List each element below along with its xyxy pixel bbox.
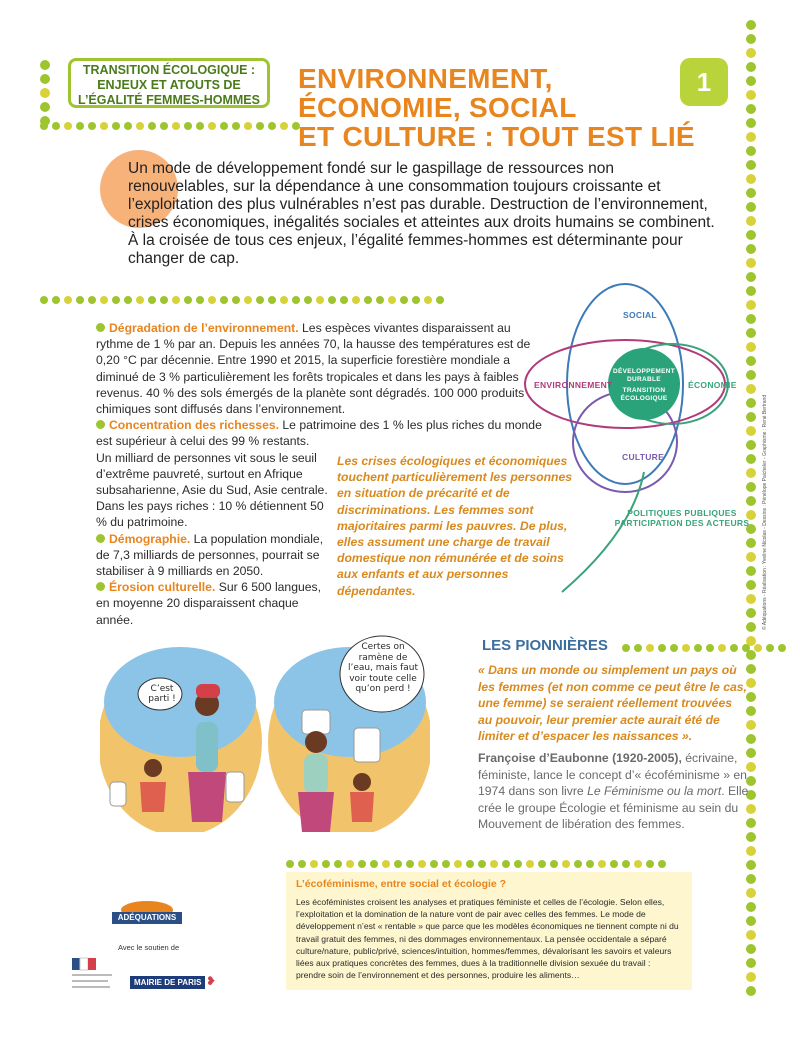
- woman2-skirt: [298, 792, 334, 832]
- dot-decoration: [280, 296, 288, 304]
- dot-decoration: [40, 88, 50, 98]
- dot-decoration: [706, 644, 714, 652]
- tag-line: L’ÉGALITÉ FEMMES-HOMMES: [78, 93, 260, 107]
- dot-decoration: [746, 902, 756, 912]
- dot-decoration: [220, 122, 228, 130]
- dot-decoration: [598, 860, 606, 868]
- credits-vertical: [762, 380, 772, 630]
- bottom-line: PARTICIPATION DES ACTEURS: [614, 518, 750, 528]
- mairie-de-paris-logo: MAIRIE DE PARIS: [130, 976, 205, 989]
- dot-decoration: [388, 296, 396, 304]
- dot-decoration: [100, 122, 108, 130]
- fact-head: Dégradation de l’environnement.: [109, 321, 299, 335]
- dot-decoration: [742, 644, 750, 652]
- dot-decoration: [754, 644, 762, 652]
- label-culture: CULTURE: [622, 452, 665, 462]
- facts-dots-decoration: [40, 296, 448, 308]
- dot-decoration: [746, 916, 756, 926]
- dot-decoration: [268, 296, 276, 304]
- title-line: ET CULTURE : TOUT EST LIÉ: [298, 121, 695, 152]
- dot-decoration: [430, 860, 438, 868]
- dot-decoration: [424, 296, 432, 304]
- dot-decoration: [64, 122, 72, 130]
- woman-headwrap: [196, 684, 220, 698]
- dot-decoration: [718, 644, 726, 652]
- dot-decoration: [370, 860, 378, 868]
- fact-item: [96, 320, 546, 417]
- dot-decoration: [40, 102, 50, 112]
- dot-decoration: [52, 296, 60, 304]
- dot-decoration: [746, 832, 756, 842]
- title-line: ÉCONOMIE, SOCIAL: [298, 92, 577, 123]
- fact-item: [96, 531, 336, 580]
- dot-decoration: [746, 944, 756, 954]
- center-label: [610, 368, 678, 403]
- pioneer-name: Françoise d’Eaubonne (1920-2005),: [478, 751, 682, 765]
- dot-decoration: [538, 860, 546, 868]
- dot-decoration: [196, 296, 204, 304]
- dot-decoration: [746, 874, 756, 884]
- dot-decoration: [244, 122, 252, 130]
- dot-decoration: [574, 860, 582, 868]
- fact-text: Un milliard de personnes vit sous le seuil d’extrême pauvreté, surtout en Afrique subsaharienne, Asie du Sud, Asie centrale. Dans les pays riches : 10 % détiennent 50 % du patrimoine.: [96, 450, 328, 530]
- dot-decoration: [646, 644, 654, 652]
- dot-decoration: [124, 122, 132, 130]
- dot-decoration: [746, 972, 756, 982]
- center-line: DÉVELOPPEMENT: [612, 368, 676, 375]
- section-tag: [68, 58, 270, 108]
- dot-decoration: [418, 860, 426, 868]
- dot-decoration: [100, 296, 108, 304]
- dot-decoration: [184, 296, 192, 304]
- dot-decoration: [256, 122, 264, 130]
- dot-decoration: [622, 860, 630, 868]
- book-title: Le Féminisme ou la mort: [587, 784, 722, 799]
- dot-decoration: [268, 122, 276, 130]
- dot-decoration: [694, 644, 702, 652]
- credits-text: © Adéquations - Réalisation : Yveline Nicolas - Dessins : Pénélope Paicheler - Graphisme : René Bertrand: [762, 394, 768, 630]
- dot-decoration: [746, 76, 756, 86]
- dot-decoration: [746, 90, 756, 100]
- bubble-right-text: Certes on ramène de l’eau, mais faut voir toute celle qu’on perd !: [347, 642, 419, 694]
- box-title: L’écoféminisme, entre social et écologie ?: [296, 878, 507, 890]
- dot-decoration: [334, 860, 342, 868]
- dot-decoration: [670, 644, 678, 652]
- dot-decoration: [394, 860, 402, 868]
- bullet-icon: [96, 323, 105, 332]
- dot-decoration: [310, 860, 318, 868]
- dot-decoration: [328, 296, 336, 304]
- dot-decoration: [364, 296, 372, 304]
- dot-decoration: [442, 860, 450, 868]
- dot-decoration: [124, 296, 132, 304]
- dot-decoration: [746, 958, 756, 968]
- dot-decoration: [292, 296, 300, 304]
- water-can: [226, 772, 244, 802]
- dot-decoration: [622, 644, 630, 652]
- ministry-logo: [68, 956, 128, 1004]
- dot-decoration: [40, 116, 50, 126]
- girl-head: [144, 759, 162, 777]
- diagram-svg: [522, 272, 762, 602]
- dot-decoration: [172, 122, 180, 130]
- girl2-dress: [350, 792, 374, 822]
- dot-decoration: [526, 860, 534, 868]
- dot-decoration: [412, 296, 420, 304]
- water-can-2: [354, 728, 380, 762]
- dot-decoration: [208, 122, 216, 130]
- box-text: Les écoféministes croisent les analyses et pratiques féministe et celles de l’écologie. Selon elles, l’exploitation et la domination de la nature vont de pair avec celles des femmes. Le mode de développement n’est « rentable » que parce que les modèles économiques ne tiennent compte ni du travail gratuit des femmes, ni des dommages environnementaux. La pensée occidentale a séparé culture/nature, public/privé, sciences/intuition, hommes/femmes, dévalorisant les savoirs et valeurs liées aux pratiques concrètes des femmes, dues à la traditionnelle division sexuée du travail : prendre soin de l’environnement et des personnes, produire les aliments…: [296, 897, 679, 981]
- dot-decoration: [586, 860, 594, 868]
- sustainability-diagram: [522, 272, 762, 602]
- dot-decoration: [184, 122, 192, 130]
- dot-decoration: [658, 644, 666, 652]
- woman2-top: [304, 754, 328, 794]
- bullet-icon: [96, 420, 105, 429]
- dot-decoration: [746, 986, 756, 996]
- fact-text: Les espèces vivantes disparaissent au rythme de 1 % par an. Depuis les années 70, la hausse des températures est de 0,20 °C par décennie. Entre 1990 et 2015, la superficie forestière mondiale a diminué de 3 % particulièrement les forêts tropicales et dans les pays à faibles revenus. 40 % des sols émergés de la planète sont dégradés. 100 000 produits chimiques sont diffusés dans l’environnement.: [96, 321, 531, 417]
- dot-decoration: [610, 860, 618, 868]
- dot-decoration: [502, 860, 510, 868]
- adequations-logo: [108, 898, 186, 932]
- woman-top: [196, 722, 218, 772]
- woman-skirt: [188, 772, 226, 822]
- woman2-head: [305, 731, 327, 753]
- dot-decoration: [400, 296, 408, 304]
- logo-text: ADÉQUATIONS: [117, 913, 177, 922]
- dot-decoration: [148, 296, 156, 304]
- dot-decoration: [746, 930, 756, 940]
- dot-decoration: [76, 296, 84, 304]
- center-line: DURABLE: [627, 376, 661, 383]
- label-social: SOCIAL: [623, 310, 657, 320]
- dot-decoration: [746, 62, 756, 72]
- label-environnement: ENVIRONNEMENT: [534, 380, 613, 390]
- dot-decoration: [304, 296, 312, 304]
- dot-decoration: [352, 296, 360, 304]
- dot-decoration: [746, 888, 756, 898]
- pioneers-bio: [478, 750, 753, 833]
- dot-decoration: [746, 216, 756, 226]
- dot-decoration: [514, 860, 522, 868]
- dot-decoration: [746, 34, 756, 44]
- dot-decoration: [406, 860, 414, 868]
- heart-icon: ❥: [206, 974, 217, 988]
- dot-decoration: [298, 860, 306, 868]
- center-line: TRANSITION: [622, 387, 666, 394]
- dot-decoration: [746, 608, 756, 618]
- dot-decoration: [766, 644, 774, 652]
- dot-decoration: [358, 860, 366, 868]
- dot-decoration: [208, 296, 216, 304]
- pioneers-title: LES PIONNIÈRES: [482, 637, 608, 654]
- dot-decoration: [646, 860, 654, 868]
- bio-text: . Elle crée le groupe Écologie et féminisme au sein du Mouvement de libération des femmes.: [478, 784, 749, 832]
- page-title: [298, 63, 695, 152]
- tag-line: ENJEUX ET ATOUTS DE: [97, 78, 241, 92]
- box-dots-decoration: [286, 860, 670, 872]
- dot-decoration: [112, 122, 120, 130]
- crisis-quote: Les crises écologiques et économiques touchent particulièrement les personnes en situation de précarité et de discriminations. Les femmes sont majoritaires parmi les pauvres. De plus, elles assument une charge de travail domestique non rémunérée et de soins aux enfants et aux personnes dépendantes.: [337, 454, 573, 598]
- bio-text: écrivaine, féministe, lance le concept d’« écoféminisme » en 1974 dans son livre: [478, 751, 747, 799]
- dot-decoration: [746, 622, 756, 632]
- dot-decoration: [746, 860, 756, 870]
- water-can-small: [110, 782, 126, 806]
- girl-dress: [140, 782, 166, 812]
- dot-decoration: [730, 644, 738, 652]
- fact-head: Érosion culturelle.: [109, 580, 216, 595]
- intro-paragraph: Un mode de développement fondé sur le gaspillage de ressources non renouvelables, sur la dépendance à une consommation toujours croissante et l’exploitation des plus vulnérables n’est pas durable. Destruction de l’environnement, crises économiques, inégalités sociales et atteintes aux droits humains se combinent. À la croisée de tous ces enjeux, l’égalité femmes-hommes est déterminante pour changer de cap.: [128, 160, 715, 267]
- dot-decoration: [340, 296, 348, 304]
- dot-decoration: [746, 146, 756, 156]
- dot-decoration: [286, 860, 294, 868]
- dot-decoration: [746, 174, 756, 184]
- fact-item: [96, 579, 336, 628]
- dot-decoration: [376, 296, 384, 304]
- dot-decoration: [112, 296, 120, 304]
- dot-decoration: [172, 296, 180, 304]
- dot-decoration: [40, 60, 50, 70]
- dot-decoration: [746, 104, 756, 114]
- center-line: ÉCOLOGIQUE: [620, 395, 668, 402]
- dot-decoration: [746, 202, 756, 212]
- dot-decoration: [550, 860, 558, 868]
- dot-decoration: [160, 296, 168, 304]
- dot-decoration: [322, 860, 330, 868]
- dot-decoration: [232, 122, 240, 130]
- dot-decoration: [382, 860, 390, 868]
- dot-decoration: [40, 296, 48, 304]
- fact-text: Le patrimoine des 1 % les plus riches du monde est supérieur à celui des 99 % restants.: [96, 418, 542, 449]
- dot-decoration: [88, 122, 96, 130]
- fact-item: [96, 450, 336, 531]
- dot-decoration: [76, 122, 84, 130]
- dot-decoration: [64, 296, 72, 304]
- fact-text: Sur 6 500 langues, en moyenne 20 disparaissent chaque année.: [96, 580, 322, 627]
- dot-decoration: [88, 296, 96, 304]
- dot-decoration: [40, 74, 50, 84]
- bullet-icon: [96, 582, 105, 591]
- dot-decoration: [746, 48, 756, 58]
- bottom-label: [602, 508, 762, 528]
- fact-head: Démographie.: [109, 531, 191, 546]
- dot-decoration: [746, 118, 756, 128]
- cartoon-illustration: [100, 632, 430, 832]
- dot-decoration: [682, 644, 690, 652]
- dot-decoration: [52, 122, 60, 130]
- dot-decoration: [746, 258, 756, 268]
- dot-decoration: [746, 244, 756, 254]
- dot-decoration: [478, 860, 486, 868]
- dot-decoration: [136, 296, 144, 304]
- dot-decoration: [658, 860, 666, 868]
- label-economie: ÉCONOMIE: [688, 380, 737, 390]
- dot-decoration: [136, 122, 144, 130]
- dot-decoration: [746, 132, 756, 142]
- page-number-badge: 1: [680, 58, 728, 106]
- dot-decoration: [466, 860, 474, 868]
- dot-decoration: [280, 122, 288, 130]
- ecofeminism-box: [286, 872, 692, 990]
- dot-decoration: [160, 122, 168, 130]
- dot-decoration: [220, 296, 228, 304]
- dot-decoration: [148, 122, 156, 130]
- dot-decoration: [746, 188, 756, 198]
- bullet-icon: [96, 534, 105, 543]
- dot-decoration: [196, 122, 204, 130]
- dot-decoration: [232, 296, 240, 304]
- diagram-stem: [562, 472, 644, 592]
- dot-decoration: [634, 644, 642, 652]
- dot-decoration: [454, 860, 462, 868]
- dot-decoration: [244, 296, 252, 304]
- dot-decoration: [778, 644, 786, 652]
- girl2-head: [353, 773, 371, 791]
- dot-decoration: [562, 860, 570, 868]
- fact-text: La population mondiale, de 7,3 milliards de personnes, pourrait se stabiliser à 9 milliards en 2050.: [96, 531, 324, 579]
- header-dots-decoration: [40, 122, 304, 134]
- dot-decoration: [256, 296, 264, 304]
- left-dots-decoration: [40, 60, 52, 130]
- fact-item: [96, 417, 546, 449]
- dot-decoration: [436, 296, 444, 304]
- dot-decoration: [746, 230, 756, 240]
- tag-line: TRANSITION ÉCOLOGIQUE :: [82, 63, 256, 77]
- bubble-left-text: C’est parti !: [148, 684, 176, 704]
- dot-decoration: [634, 860, 642, 868]
- dot-decoration: [746, 160, 756, 170]
- dot-decoration: [316, 296, 324, 304]
- bottom-line: POLITIQUES PUBLIQUES: [627, 508, 737, 518]
- support-label: Avec le soutien de: [118, 943, 180, 952]
- fact-head: Concentration des richesses.: [109, 418, 280, 433]
- pioneers-quote: « Dans un monde ou simplement un pays où les femmes (et non comme ce peut être le cas, une femme) se seraient réellement trouvées au pouvoir, leur premier acte aurait été de limiter et d’espacer les naissances ».: [478, 663, 747, 744]
- pioneers-dots-decoration: [622, 644, 790, 656]
- dot-decoration: [490, 860, 498, 868]
- dot-decoration: [346, 860, 354, 868]
- head-container: [302, 710, 330, 734]
- dot-decoration: [746, 846, 756, 856]
- title-line: ENVIRONNEMENT,: [298, 63, 553, 94]
- dot-decoration: [746, 20, 756, 30]
